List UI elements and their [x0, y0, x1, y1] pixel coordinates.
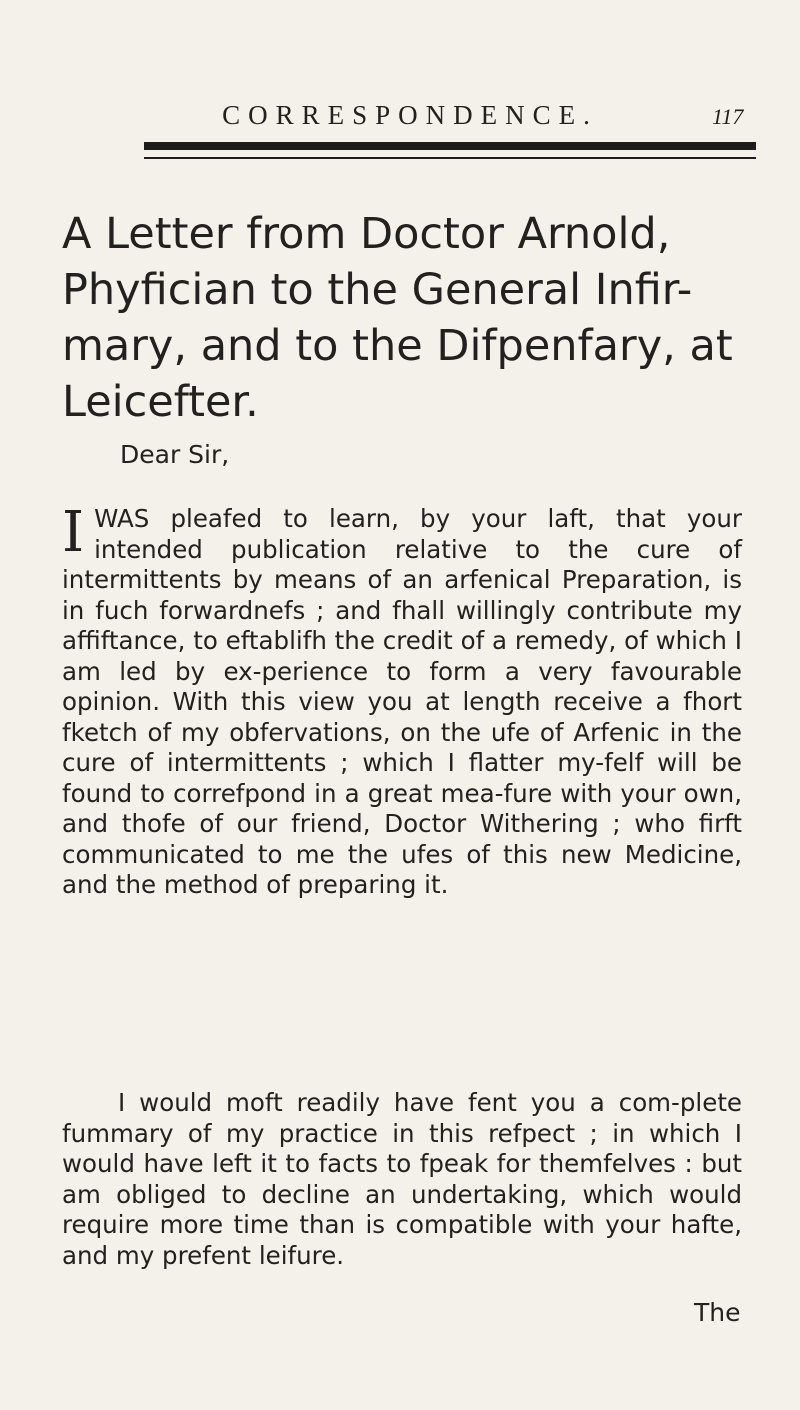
letter-title: A Letter from Doctor Arnold, Phyfician to the General Infir-mary, and to the Difpenfary, at Leicefter.: [62, 209, 733, 427]
running-head: CORRESPONDENCE.: [222, 100, 598, 130]
body-paragraph-2: I would moft readily have fent you a com-plete fummary of my practice in this refpect ; in which I would have left it to facts to fpeak for themfelves : but am obliged to decline an undertaking, which would require more time than is compatible with your hafte, and my prefent leifure.: [62, 1088, 742, 1270]
drop-cap: I: [62, 500, 85, 565]
header-rule-thick: [144, 142, 756, 150]
page-number: 117: [712, 104, 744, 129]
header-rule-thin: [144, 157, 756, 159]
body-paragraph-1-text: WAS pleafed to learn, by your laft, that your intended publication relative to the cure of intermittents by means of an arfenical Preparation, is in fuch forwardnefs ; and fhall willingly contribute my affiftance, to eftablifh the credit of a remedy, of which I am led by ex-perience to form a very favourable opinion. With this view you at length receive a fhort fketch of my obfervations, on the ufe of Arfenic in the cure of intermittents ; which I flatter my-felf will be found to correfpond in a great mea-fure with your own, and thofe of our friend, Doctor Withering ; who firft communicated to me the ufes of this new Medicine, and the method of preparing it.: [62, 504, 742, 899]
catchword: The: [694, 1298, 741, 1327]
body-paragraph-1: [62, 500, 742, 901]
salutation: Dear Sir,: [120, 440, 230, 469]
